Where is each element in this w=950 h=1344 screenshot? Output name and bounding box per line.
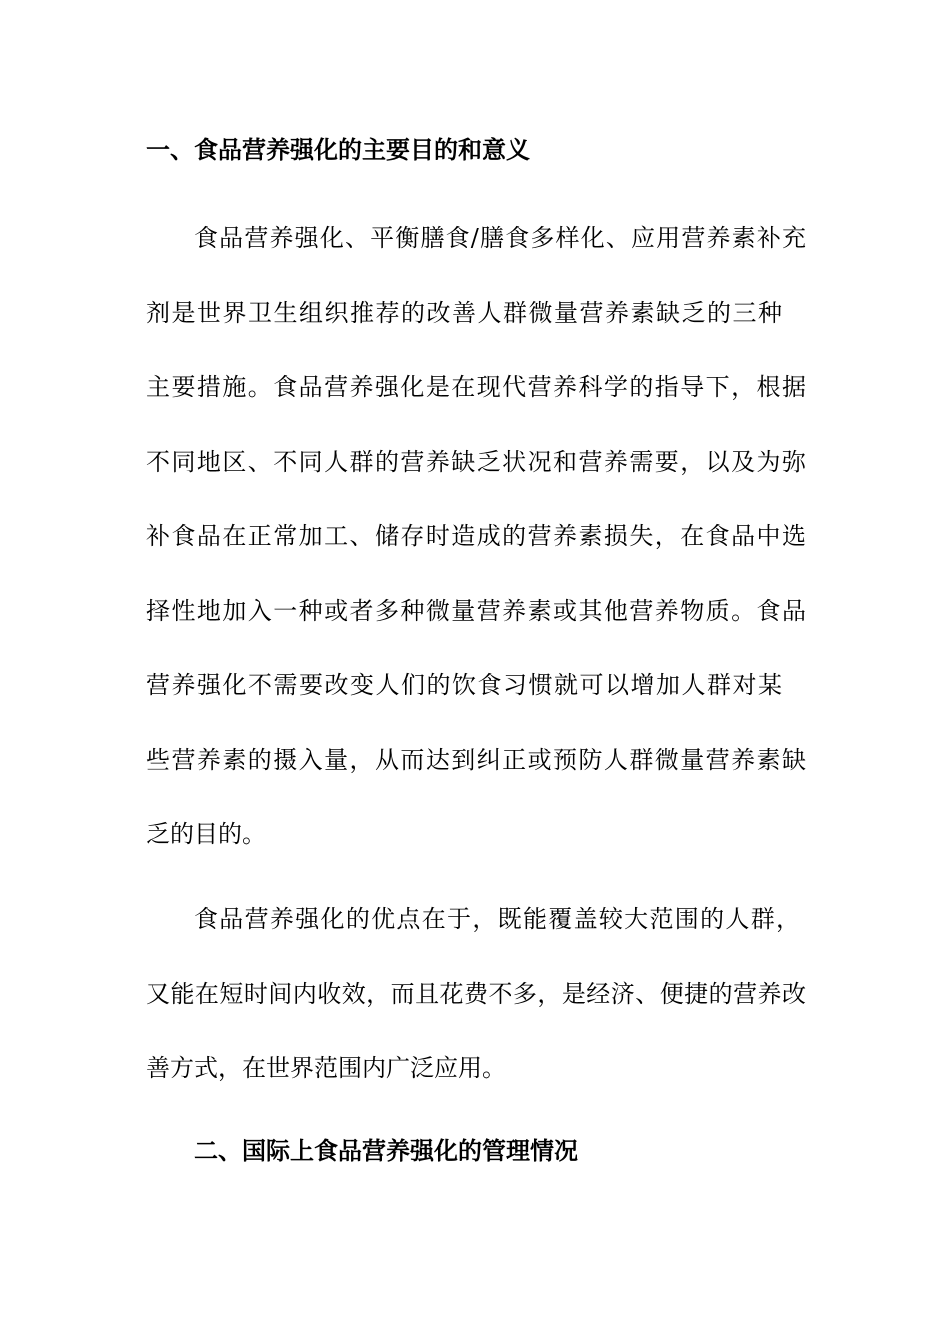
paragraph-line: 食品营养强化的优点在于，既能覆盖较大范围的人群， [194, 905, 800, 933]
paragraph-line: 剂是世界卫生组织推荐的改善人群微量营养素缺乏的三种 [146, 299, 782, 327]
paragraph-line: 补食品在正常加工、储存时造成的营养素损失，在食品中选 [146, 522, 806, 550]
section-heading-1: 一、食品营养强化的主要目的和意义 [146, 136, 530, 164]
section-heading-2: 二、国际上食品营养强化的管理情况 [194, 1137, 578, 1165]
paragraph-line: 善方式，在世界范围内广泛应用。 [146, 1054, 506, 1082]
paragraph-line: 营养强化不需要改变人们的饮食习惯就可以增加人群对某 [146, 671, 782, 699]
paragraph-line: 择性地加入一种或者多种微量营养素或其他营养物质。食品 [146, 597, 806, 625]
paragraph-line: 乏的目的。 [146, 820, 266, 848]
paragraph-line: 主要措施。食品营养强化是在现代营养科学的指导下，根据 [146, 373, 806, 401]
paragraph-line: 又能在短时间内收效，而且花费不多，是经济、便捷的营养改 [146, 980, 806, 1008]
paragraph-line: 些营养素的摄入量，从而达到纠正或预防人群微量营养素缺 [146, 746, 806, 774]
paragraph-line: 不同地区、不同人群的营养缺乏状况和营养需要，以及为弥 [146, 448, 806, 476]
paragraph-line: 食品营养强化、平衡膳食/膳食多样化、应用营养素补充 [194, 224, 806, 252]
